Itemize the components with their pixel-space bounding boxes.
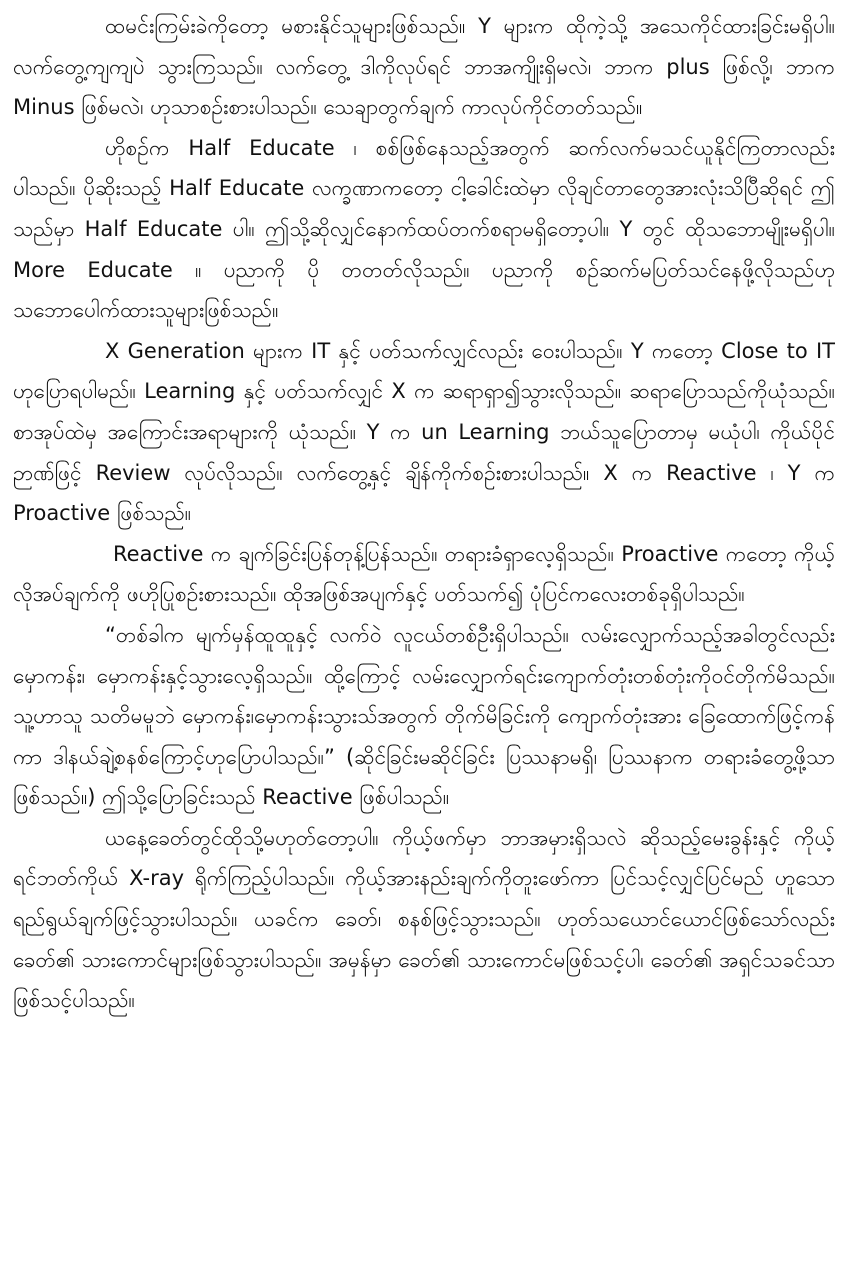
paragraph-5-quote: “တစ်ခါက မျက်မှန်ထူထူနှင့် လက်ဝဲ လူငယ်တစ်ဦးရှိပါသည်။ လမ်းလျှောက်သည့်အခါတွင်လည်း မှောကန်း၊ မှောကန်းနှင့်သွားလေ့ရှိသည်။ ထို့ကြောင့် လမ်းလျှောက်ရင်းကျောက်တုံးတစ်တုံးကိုဝင်တိုက်မိသည်။ သူ့ဟာသူ သတိမမူဘဲ မှောကန်း၊မှောကန်းသွားသ်အတွက် တိုက်မိခြင်းကို ကျောက်တုံးအား ခြေထောက်ဖြင့်ကန်ကာ ဒါနယ်ချဲ့စနစ်ကြောင့်ဟုပြောပါသည်။” (ဆိုင်ခြင်းမဆိုင်ခြင်း ပြဿနာမရှိ၊ ပြဿနာက တရားခံတွေ့ဖို့သာ ဖြစ်သည်။) ဤသို့ပြောခြင်းသည် Reactive ဖြစ်ပါသည်။ [13,622,835,810]
paragraph-3: X Generation များက IT နှင့် ပတ်သက်လျှင်လည်း ဝေးပါသည်။ Y ကတော့ Close to IT ဟုပြောရပါမည်။ Learning နှင့် ပတ်သက်လျှင် X က ဆရာရှာ၍သွားလိုသည်။ ဆရာပြောသည်ကိုယုံသည်။ စာအုပ်ထဲမှ အကြောင်းအရာများကို ယုံသည်။ Y က un Learning ဘယ်သူပြောတာမှ မယုံပါ၊ ကိုယ်ပိုင်ဉာဏ်ဖြင့် Review လုပ်လိုသည်။ လက်တွေ့နှင့် ချိန်ကိုက်စဉ်းစားပါသည်။ X က Reactive ၊ Y က Proactive ဖြစ်သည်။ [13,338,835,526]
paragraph-2: ဟိုစဉ်က Half Educate ၊ စစ်ဖြစ်နေသည့်အတွက် ဆက်လက်မသင်ယူနိုင်ကြတာလည်းပါသည်။ ပိုဆိုးသည့် Half Educate လက္ခဏာကတော့ ငါ့ခေါင်းထဲမှာ လိုချင်တာတွေအားလုံးသိပြီဆိုရင် ဤသည်မှာ Half Educate ပါ။ ဤသို့ဆိုလျှင်နောက်ထပ်တက်စရာမရှိတော့ပါ။ Y တွင် ထိုသဘောမျိုးမရှိပါ။ More Educate ။ ပညာကို ပို တတတ်လိုသည်။ ပညာကို စဉ်ဆက်မပြတ်သင်နေဖို့လိုသည်ဟု သဘောပေါက်ထားသူများဖြစ်သည်။ [13,135,835,323]
paragraph-6: ယနေ့ခေတ်တွင်ထိုသို့မဟုတ်တော့ပါ။ ကိုယ့်ဖက်မှာ ဘာအမှားရှိသလဲ ဆိုသည့်မေးခွန်းနှင့် ကိုယ့်ရင်ဘတ်ကိုယ် X-ray ရိုက်ကြည့်ပါသည်။ ကိုယ့်အားနည်းချက်ကိုတူးဖော်ကာ ပြင်သင့်လျှင်ပြင်မည် ဟူသောရည်ရွယ်ချက်ဖြင့်သွားပါသည်။ ယခင်က ခေတ်၊ စနစ်ဖြင့်သွားသည်။ ဟုတ်သယောင်ယောင်ဖြစ်သော်လည်း ခေတ်၏ သားကောင်များဖြစ်သွားပါသည်။ အမှန်မှာ ခေတ်၏ သားကောင်မဖြစ်သင့်ပါ၊ ခေတ်၏ အရှင်သခင်သာ ဖြစ်သင့်ပါသည်။ [13,825,835,1013]
document-page [13,6,835,1021]
paragraph-1: ထမင်းကြမ်းခဲကိုတော့ မစားနိုင်သူများဖြစ်သည်။ Y များက ထိုကဲ့သို့ အသေကိုင်ထားခြင်းမရှိပါ။ လက်တွေ့ကျကျပဲ သွားကြသည်။ လက်တွေ့ ဒါကိုလုပ်ရင် ဘာအကျိုးရှိမလဲ၊ ဘာက plus ဖြစ်လို့၊ ဘာက Minus ဖြစ်မလဲ၊ ဟုသာစဉ်းစားပါသည်။ သေချာတွက်ချက် ကာလုပ်ကိုင်တတ်သည်။ [13,14,835,120]
paragraph-4: Reactive က ချက်ခြင်းပြန်တုန့်ပြန်သည်။ တရားခံရှာလေ့ရှိသည်။ Proactive ကတော့ ကိုယ့်လိုအပ်ချက်ကို ဖဟိုပြုစဉ်းစားသည်။ ထိုအဖြစ်အပျက်နှင့် ပတ်သက်၍ ပုံပြင်ကလေးတစ်ခုရှိပါသည်။ [13,541,835,607]
